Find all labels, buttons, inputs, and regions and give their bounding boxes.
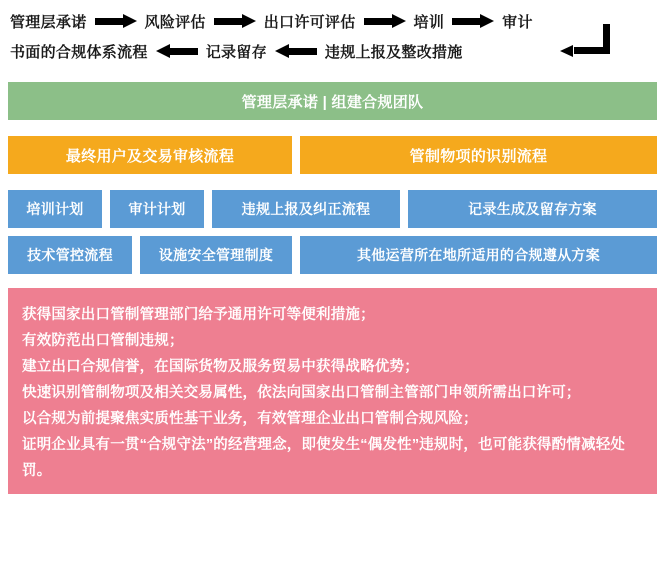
return-arrow-icon: [560, 24, 610, 54]
box-violation-report-correction: 违规上报及纠正流程: [212, 190, 400, 228]
benefit-item: 证明企业具有一贯“合规守法”的经营理念，即使发生“偶发性”违规时，也可能获得酌情减轻处罚。: [22, 437, 626, 479]
benefit-item: 获得国家出口管制管理部门给予通用许可等便利措施；: [22, 307, 375, 323]
flow-node-training: 培训: [413, 13, 445, 31]
band-blue-2: [8, 236, 657, 274]
flow-node-record-retention: 记录留存: [205, 43, 267, 61]
flow-node-license-assessment: 出口许可评估: [263, 13, 356, 31]
box-controlled-items-identification: 管制物项的识别流程: [300, 136, 657, 174]
flow-node-written-compliance-process: 书面的合规体系流程: [10, 43, 148, 61]
arrow-left-icon: [156, 44, 198, 58]
box-management-commitment-team: 管理层承诺 | 组建合规团队: [8, 82, 657, 120]
box-other-jurisdiction-compliance: 其他运营所在地所适用的合规遵从方案: [300, 236, 657, 274]
arrow-right-icon: [364, 14, 406, 28]
flow-node-management-commitment: 管理层承诺: [10, 13, 87, 31]
benefit-item: 以合规为前提聚焦实质性基干业务，有效管理企业出口管制合规风险；: [22, 411, 478, 427]
benefits-panel: [8, 288, 657, 494]
flow-node-risk-assessment: 风险评估: [144, 13, 206, 31]
box-technology-control-process: 技术管控流程: [8, 236, 132, 274]
benefit-item: 有效防范出口管制违规；: [22, 333, 184, 349]
arrow-right-icon: [214, 14, 256, 28]
box-training-plan: 培训计划: [8, 190, 102, 228]
flow-node-audit: 审计: [502, 13, 533, 31]
benefit-item: 快速识别管制物项及相关交易属性，依法向国家出口管制主管部门申领所需出口许可；: [22, 385, 581, 401]
arrow-left-icon: [275, 44, 317, 58]
box-audit-plan: 审计计划: [110, 190, 204, 228]
flow-node-violation-report-remediation: 违规上报及整改措施: [324, 43, 463, 61]
box-end-user-transaction-review: 最终用户及交易审核流程: [8, 136, 292, 174]
benefit-item: 建立出口合规信誉，在国际货物及服务贸易中获得战略优势；: [22, 359, 419, 375]
box-record-generation-retention: 记录生成及留存方案: [408, 190, 657, 228]
arrow-right-icon: [452, 14, 494, 28]
flow-row-2: [8, 36, 657, 66]
arrow-right-icon: [95, 14, 137, 28]
box-facility-security-system: 设施安全管理制度: [140, 236, 292, 274]
band-orange: [8, 136, 657, 174]
band-blue-1: [8, 190, 657, 228]
band-green: [8, 82, 657, 120]
